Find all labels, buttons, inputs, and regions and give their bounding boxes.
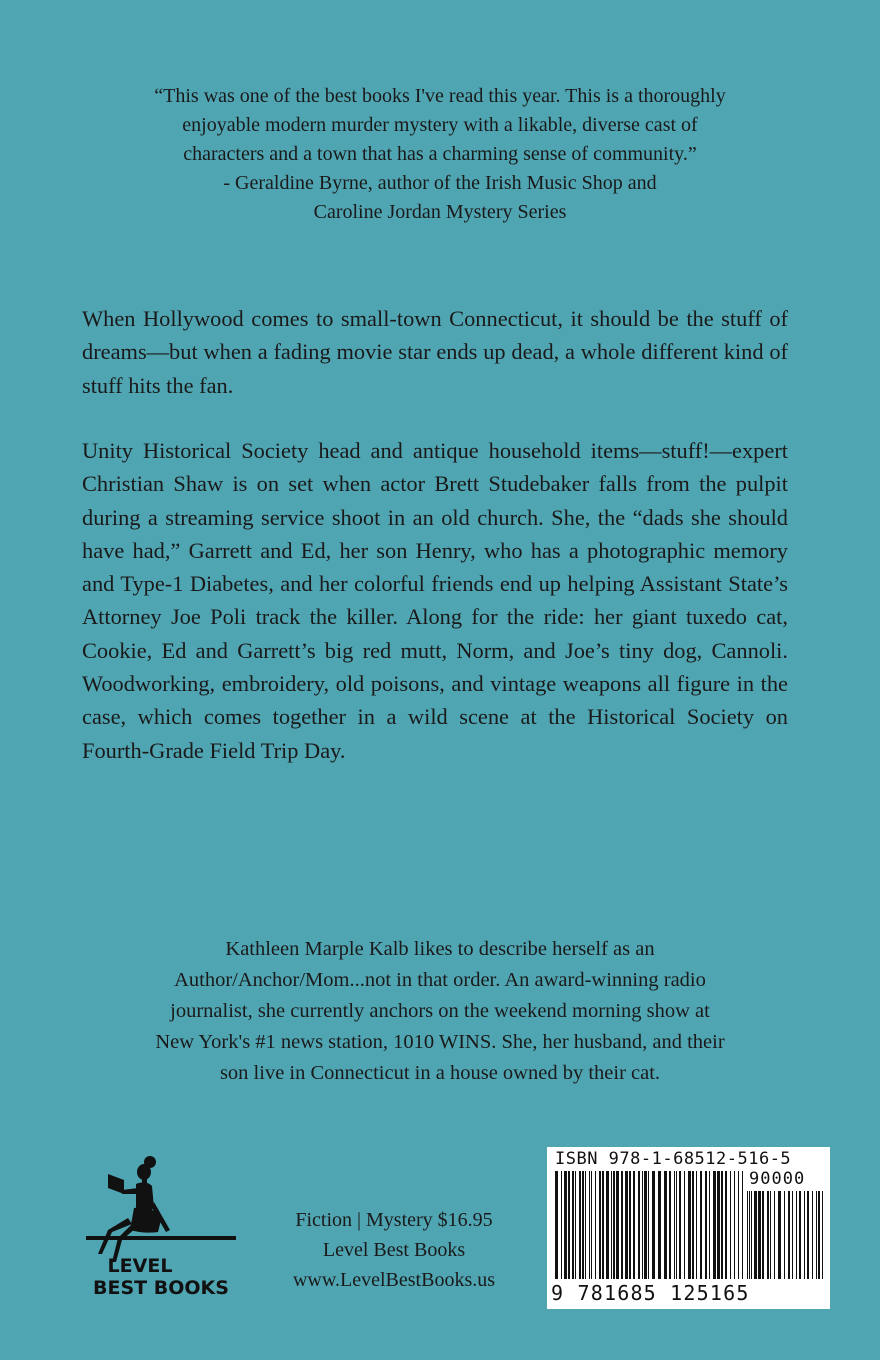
isbn-label: ISBN 978-1-68512-516-5 bbox=[555, 1149, 792, 1169]
category-price: Fiction | Mystery $16.95 bbox=[295, 1209, 493, 1231]
quote-line: characters and a town that has a charming sense of community.” bbox=[183, 143, 697, 165]
price-code: 90000 bbox=[749, 1169, 806, 1189]
quote-line: “This was one of the best books I've read this year. This is a thoroughly bbox=[154, 85, 726, 107]
quote-attribution: Caroline Jordan Mystery Series bbox=[313, 201, 567, 223]
addon-barcode-bars bbox=[747, 1191, 823, 1279]
bio-line: Author/Anchor/Mom...not in that order. An award-winning radio bbox=[174, 969, 706, 991]
bio-line: journalist, she currently anchors on the weekend morning show at bbox=[170, 1000, 710, 1022]
isbn-barcode bbox=[547, 1147, 830, 1309]
bio-line: New York's #1 news station, 1010 WINS. She, her husband, and their bbox=[155, 1031, 725, 1053]
ean-barcode-bars bbox=[555, 1171, 743, 1279]
woman-reading-icon bbox=[86, 1156, 236, 1262]
publisher-logo bbox=[78, 1150, 244, 1300]
description-paragraph-1: When Hollywood comes to small-town Connecticut, it should be the stuff of dreams—but when a fading movie star ends up dead, a whole different kind of stuff hits the fan. bbox=[82, 306, 788, 398]
publisher-name: Level Best Books bbox=[322, 1239, 466, 1261]
bio-line: son live in Connecticut in a house owned by their cat. bbox=[219, 1062, 661, 1084]
bio-line: Kathleen Marple Kalb likes to describe herself as an bbox=[225, 938, 655, 960]
publisher-info bbox=[258, 1205, 530, 1295]
publisher-url: www.LevelBestBooks.us bbox=[292, 1269, 496, 1291]
ean-digits: 9 781685 125165 bbox=[551, 1281, 750, 1305]
quote-line: enjoyable modern murder mystery with a likable, diverse cast of bbox=[182, 114, 698, 136]
logo-line-1: LEVEL bbox=[107, 1255, 173, 1277]
author-bio bbox=[60, 934, 820, 1089]
quote-attribution: - Geraldine Byrne, author of the Irish Music Shop and bbox=[223, 172, 657, 194]
logo-line-2: BEST BOOKS bbox=[93, 1277, 229, 1299]
description-paragraph-2: Unity Historical Society head and antique household items—stuff!—expert Christian Shaw is on set when actor Brett Studebaker falls from the pulpit during a streaming service shoot in an old church. She, the “dads she should have had,” Garrett and Ed, her son Henry, who has a photographic memory and Type-1 Diabetes, and her colorful friends end up helping Assistant State’s Attorney Joe Poli track the killer. Along for the ride: her giant tuxedo cat, Cookie, Ed and Garrett’s big red mutt, Norm, and Joe’s tiny dog, Cannoli. Woodworking, embroidery, old poisons, and vintage weapons all figure in the case, which comes together in a wild scene at the Historical Society on Fourth-Grade Field Trip Day. bbox=[82, 438, 788, 763]
endorsement-quote bbox=[60, 82, 820, 227]
